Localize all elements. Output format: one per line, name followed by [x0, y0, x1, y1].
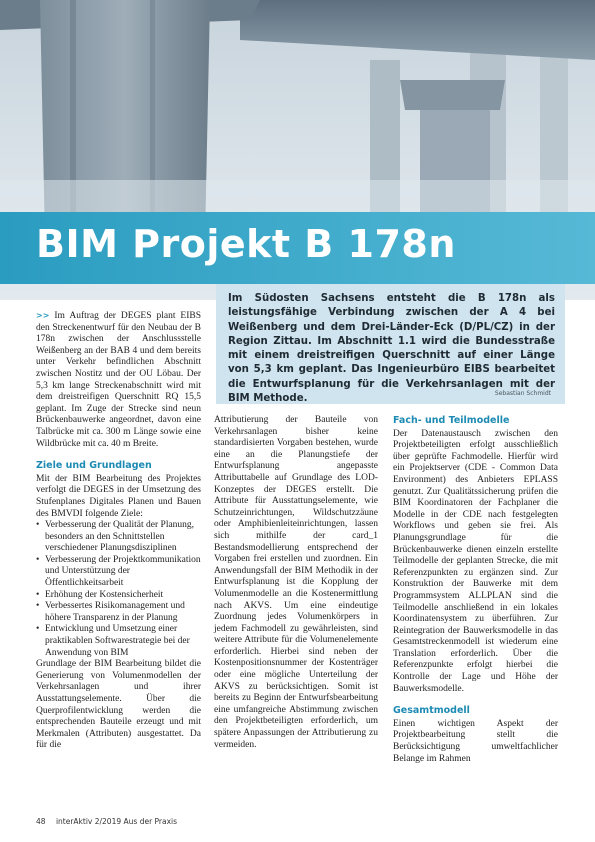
paragraph: Einen wichtigen Aspekt der Projektbearbeitung stellt die Berücksichtigung umweltfachlicher Belange im Rahmen — [393, 718, 558, 764]
column-3 — [393, 415, 558, 765]
list-item: • Entwicklung und Umsetzung einer praktikablen Softwarestrategie bei der Anwendung von BIM — [36, 624, 201, 659]
photo-credit: Sebastian Schmidt — [494, 390, 551, 397]
column-2 — [214, 415, 378, 751]
lead-text: Im Südosten Sachsens entsteht die B 178n als leistungsfähige Verbindung zwischen der A 4 bei Weißenberg und dem Drei-Länder-Eck (D/PL/CZ) in der Region Zittau. Im Abschnitt 1.1 wird die Bundesstraße mit einem dreistreifigen Querschnitt auf einer Länge von 5,3 km geplant. Das Ingenieurbüro EIBS bearbeitet die Entwurfsplanung für die Verkehrsanlagen mit der BIM Methode. — [228, 293, 555, 405]
intro-text: Im Auftrag der DEGES plant EIBS den Streckenentwurf für den Neubau der B 178n zwischen der Anschlussstelle Weißenberg an der BAB 4 und dem bereits unter Verkehr befindlichen Abschnitt zwischen Nostitz und der OU Löbau. Der 5,3 km lange Streckenabschnitt wird mit dem dreistreifigen Querschnitt RQ 15,5 geplant. Im Zuge der Strecke sind neun Brückenbauwerke angeordnet, davon eine Talbrücke mit ca. 300 m Länge sowie eine Wildbrücke mit ca. 40 m Breite. — [36, 311, 201, 449]
paragraph: Der Datenaustausch zwischen den Projektbeteiligten erfolgt ausschließlich über geprüfte Fachmodelle. Hierfür wird ein Projektserver (CDE - Common Data Environment) des Anbieters EPLASS genutzt. Zur Qualitätssicherung prüfen die BIM Koordinatoren der Fachplaner die Modelle in der CDE nach festgelegten Workflows und geben sie frei. Als Planungsgrundlage für die Brückenbauwerke dienen einzeln erstellte Teilmodelle der geplanten Strecke, die mit Referenzpunkten zu ergänzen sind. Zur Konstruktion der Bauwerke mit dem Programmsystem ALLPLAN sind die Teilmodelle anschließend in ein lokales Koordinatensystem zu überführen. Zur Reintegration der Bauwerksmodelle in das Gesamtstreckenmodell ist wiederum eine Translation erforderlich. Über die Referenzpunkte erfolgt hierbei die Kontrolle der Lage und Höhe der Bauwerksmodelle. — [393, 428, 558, 694]
heading-fachmodelle: Fach- und Teilmodelle — [393, 415, 510, 426]
column-1 — [36, 310, 201, 752]
list-item: • Verbesserung der Qualität der Planung, besonders an den Schnittstellen verschiedener Planungsdisziplinen — [36, 520, 201, 555]
list-item: • Verbesserung der Projektkommunikation und Unterstützung der Öffentlichkeitsarbeit — [36, 555, 201, 590]
heading-ziele: Ziele und Grundlagen — [36, 460, 152, 472]
page-footer — [36, 817, 177, 826]
paragraph: Attributierung der Bauteile von Verkehrsanlagen bisher keine standardisierten Vorgaben bestehen, wurde eine an die Planungstiefe der Entwurfsplanung angepasste Attributtabelle auf Grundlage des LOD-Konzeptes der DEGES erstellt. Die Attribute für Ausstattungselemente, wie Schutzeinrichtungen, Wildschutzzäune oder Amphibienleiteinrichtungen, lassen sich mithilfe der card_1 Bestandsmodellierung entsprechend der Vorgaben frei erstellen und zuordnen. Ein Anwendungsfall der BIM Methodik in der Entwurfsplanung ist die Kopplung der Volumenmodelle an die Kostenermittlung nach AKVS. Um eine eindeutige Zuordnung jedes Volumenkörpers in jedem Fachmodell zu gewährleisten, sind weitere Attribute für die Volumenelemente erforderlich. Hierbei sind neben der Kostenpositionsnummer der Kostenträger oder eine mögliche Unterteilung der AKVS zu berücksichtigen. Somit ist bereits zu Beginn der Entwurfsbearbeitung eine umfangreiche Abstimmung zwischen den Projektbeteiligten erforderlich, um spätere Anpassungen der Attributierung zu vermeiden. — [214, 415, 378, 750]
intro-paragraph — [36, 310, 201, 450]
goals-list — [36, 520, 201, 659]
journal-name: interAktiv 2/2019 — [55, 817, 122, 826]
paragraph: Mit der BIM Bearbeitung des Projektes verfolgt die DEGES in der Umsetzung des Stufenplanes Digitales Planen und Bauen des BMVDI folgende Ziele: — [36, 473, 201, 519]
page-number: 48 — [36, 817, 46, 826]
list-item: • Verbessertes Risikomanagement und höhere Transparenz in der Planung — [36, 601, 201, 624]
section-name: Aus der Praxis — [123, 817, 178, 826]
heading-gesamtmodell: Gesamtmodell — [393, 705, 470, 717]
article-title: BIM Projekt B 178n — [36, 222, 456, 266]
start-marker: >> — [36, 311, 50, 320]
lead-box — [216, 284, 565, 404]
paragraph: Grundlage der BIM Bearbeitung bildet die Generierung von Volumenmodellen der Verkehrsanlagen und ihrer Ausstattungselemente. Über die Querprofilentwicklung werden die entsprechenden Bauteile erzeugt und mit Merkmalen (Attributen) ausgestattet. Da für die — [36, 659, 201, 751]
list-item: • Erhöhung der Kostensicherheit — [36, 590, 201, 602]
